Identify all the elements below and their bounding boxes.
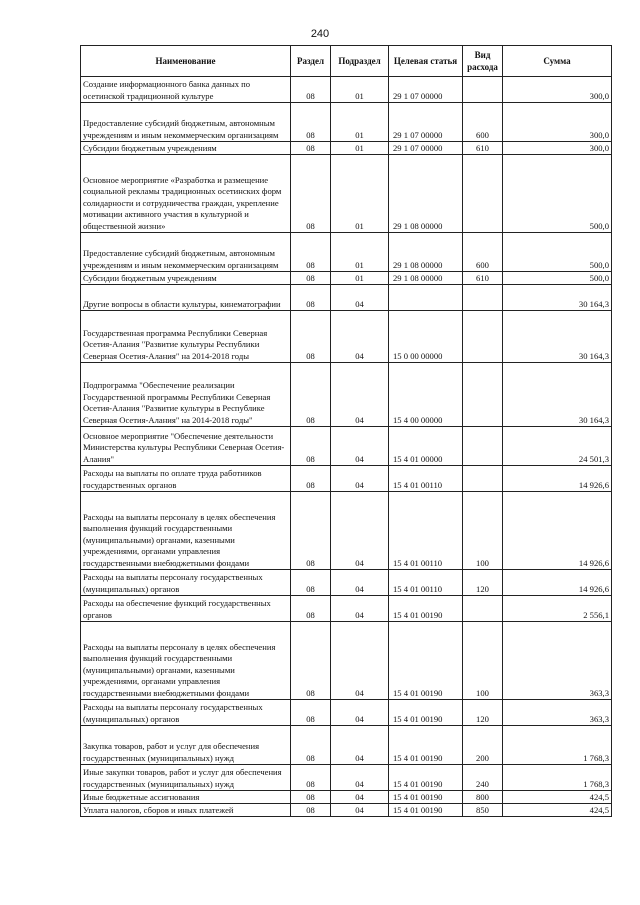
cell-vid: 800 [463, 791, 503, 804]
cell-vid: 240 [463, 765, 503, 791]
cell-razdel: 08 [291, 272, 331, 285]
cell-sum: 300,0 [503, 77, 612, 103]
table-row [81, 363, 612, 427]
header-sum: Сумма [503, 46, 612, 77]
cell-podrazdel: 04 [331, 285, 389, 311]
table-row [81, 622, 612, 700]
cell-vid: 850 [463, 804, 503, 817]
cell-razdel: 08 [291, 155, 331, 233]
cell-target: 15 0 00 00000 [389, 311, 463, 363]
cell-podrazdel: 04 [331, 492, 389, 570]
cell-vid [463, 466, 503, 492]
table-row [81, 765, 612, 791]
cell-name: Расходы на обеспечение функций государственных органов [81, 596, 291, 622]
cell-vid: 100 [463, 492, 503, 570]
cell-vid [463, 596, 503, 622]
cell-vid [463, 77, 503, 103]
cell-name: Расходы на выплаты персоналу государственных (муниципальных) органов [81, 700, 291, 726]
table-row [81, 596, 612, 622]
table-row [81, 466, 612, 492]
table-row [81, 272, 612, 285]
cell-podrazdel: 01 [331, 142, 389, 155]
cell-razdel: 08 [291, 77, 331, 103]
table-row [81, 77, 612, 103]
cell-sum: 500,0 [503, 155, 612, 233]
table-header-row [81, 46, 612, 77]
cell-name: Предоставление субсидий бюджетным, автономным учреждениям и иным некоммерческим организациям [81, 233, 291, 272]
cell-target: 29 1 08 00000 [389, 233, 463, 272]
cell-sum: 24 501,3 [503, 427, 612, 466]
cell-sum: 14 926,6 [503, 466, 612, 492]
table-row [81, 155, 612, 233]
cell-podrazdel: 01 [331, 103, 389, 142]
cell-name: Расходы на выплаты по оплате труда работников государственных органов [81, 466, 291, 492]
cell-podrazdel: 04 [331, 622, 389, 700]
cell-name: Субсидии бюджетным учреждениям [81, 142, 291, 155]
cell-name: Расходы на выплаты персоналу в целях обеспечения выполнения функций государственными (муниципальными) органами, казенными учреждениями, органами управления государственными внебюджетными фондами [81, 622, 291, 700]
cell-target: 29 1 07 00000 [389, 77, 463, 103]
cell-sum: 2 556,1 [503, 596, 612, 622]
table-row [81, 492, 612, 570]
table-row [81, 804, 612, 817]
cell-sum: 363,3 [503, 700, 612, 726]
cell-target: 15 4 00 00000 [389, 363, 463, 427]
cell-razdel: 08 [291, 142, 331, 155]
cell-vid: 600 [463, 233, 503, 272]
cell-vid: 120 [463, 570, 503, 596]
cell-target: 15 4 01 00000 [389, 427, 463, 466]
cell-razdel: 08 [291, 311, 331, 363]
cell-razdel: 08 [291, 596, 331, 622]
cell-name: Закупка товаров, работ и услуг для обеспечения государственных (муниципальных) нужд [81, 726, 291, 765]
table-row [81, 791, 612, 804]
cell-vid [463, 155, 503, 233]
cell-sum: 500,0 [503, 233, 612, 272]
cell-razdel: 08 [291, 492, 331, 570]
cell-razdel: 08 [291, 726, 331, 765]
cell-razdel: 08 [291, 466, 331, 492]
cell-razdel: 08 [291, 233, 331, 272]
cell-sum: 14 926,6 [503, 492, 612, 570]
cell-razdel: 08 [291, 103, 331, 142]
budget-table [80, 45, 612, 817]
cell-razdel: 08 [291, 700, 331, 726]
cell-razdel: 08 [291, 427, 331, 466]
cell-razdel: 08 [291, 570, 331, 596]
cell-name: Государственная программа Республики Северная Осетия-Алания "Развитие культуры Республики Северная Осетия-Алания" на 2014-2018 годы [81, 311, 291, 363]
table-row [81, 311, 612, 363]
cell-name: Субсидии бюджетным учреждениям [81, 272, 291, 285]
cell-sum: 30 164,3 [503, 285, 612, 311]
cell-sum: 30 164,3 [503, 311, 612, 363]
cell-target: 15 4 01 00110 [389, 492, 463, 570]
cell-podrazdel: 04 [331, 570, 389, 596]
cell-target: 29 1 07 00000 [389, 142, 463, 155]
cell-target: 15 4 01 00190 [389, 791, 463, 804]
cell-podrazdel: 04 [331, 427, 389, 466]
table-body [81, 77, 612, 817]
cell-name: Другие вопросы в области культуры, кинематографии [81, 285, 291, 311]
cell-vid: 200 [463, 726, 503, 765]
cell-name: Иные бюджетные ассигнования [81, 791, 291, 804]
table-row [81, 700, 612, 726]
cell-target: 15 4 01 00190 [389, 700, 463, 726]
cell-podrazdel: 04 [331, 596, 389, 622]
cell-podrazdel: 01 [331, 155, 389, 233]
header-name: Наименование [81, 46, 291, 77]
cell-sum: 14 926,6 [503, 570, 612, 596]
cell-vid: 610 [463, 272, 503, 285]
cell-razdel: 08 [291, 622, 331, 700]
cell-name: Иные закупки товаров, работ и услуг для обеспечения государственных (муниципальных) нужд [81, 765, 291, 791]
table-row [81, 103, 612, 142]
cell-sum: 300,0 [503, 103, 612, 142]
cell-sum: 500,0 [503, 272, 612, 285]
cell-podrazdel: 01 [331, 77, 389, 103]
cell-name: Предоставление субсидий бюджетным, автономным учреждениям и иным некоммерческим организациям [81, 103, 291, 142]
cell-vid [463, 311, 503, 363]
cell-sum: 424,5 [503, 791, 612, 804]
cell-podrazdel: 04 [331, 791, 389, 804]
cell-razdel: 08 [291, 285, 331, 311]
cell-razdel: 08 [291, 363, 331, 427]
cell-target: 29 1 08 00000 [389, 155, 463, 233]
cell-podrazdel: 04 [331, 311, 389, 363]
header-podrazdel: Подраздел [331, 46, 389, 77]
cell-sum: 300,0 [503, 142, 612, 155]
cell-sum: 424,5 [503, 804, 612, 817]
page-number: 240 [310, 28, 330, 40]
cell-podrazdel: 01 [331, 233, 389, 272]
cell-name: Расходы на выплаты персоналу в целях обеспечения выполнения функций государственными (муниципальными) органами, казенными учреждениями, органами управления государственными внебюджетными фондами [81, 492, 291, 570]
cell-podrazdel: 04 [331, 765, 389, 791]
cell-target: 29 1 07 00000 [389, 103, 463, 142]
cell-target: 15 4 01 00190 [389, 596, 463, 622]
cell-target: 15 4 01 00190 [389, 622, 463, 700]
cell-podrazdel: 04 [331, 363, 389, 427]
cell-razdel: 08 [291, 791, 331, 804]
table-row [81, 570, 612, 596]
cell-podrazdel: 04 [331, 726, 389, 765]
header-razdel: Раздел [291, 46, 331, 77]
cell-target: 15 4 01 00110 [389, 466, 463, 492]
cell-target: 15 4 01 00110 [389, 570, 463, 596]
cell-podrazdel: 04 [331, 466, 389, 492]
header-target: Целевая статья [389, 46, 463, 77]
cell-sum: 1 768,3 [503, 726, 612, 765]
cell-sum: 363,3 [503, 622, 612, 700]
header-vid: Вид расхода [463, 46, 503, 77]
cell-name: Уплата налогов, сборов и иных платежей [81, 804, 291, 817]
cell-name: Создание информационного банка данных по осетинской традиционной культуре [81, 77, 291, 103]
table-row [81, 427, 612, 466]
cell-name: Подпрограмма "Обеспечение реализации Государственной программы Республики Северная Осетия-Алания "Развитие культуры в Республике Северная Осетия-Алания" на 2014-2018 годы" [81, 363, 291, 427]
cell-vid: 100 [463, 622, 503, 700]
cell-vid [463, 363, 503, 427]
cell-podrazdel: 04 [331, 700, 389, 726]
cell-vid [463, 285, 503, 311]
cell-target: 15 4 01 00190 [389, 726, 463, 765]
cell-target: 15 4 01 00190 [389, 765, 463, 791]
cell-razdel: 08 [291, 804, 331, 817]
table-row [81, 726, 612, 765]
cell-vid [463, 427, 503, 466]
cell-podrazdel: 04 [331, 804, 389, 817]
cell-razdel: 08 [291, 765, 331, 791]
cell-sum: 30 164,3 [503, 363, 612, 427]
cell-podrazdel: 01 [331, 272, 389, 285]
table-row [81, 233, 612, 272]
cell-vid: 610 [463, 142, 503, 155]
table-row [81, 285, 612, 311]
table-row [81, 142, 612, 155]
cell-name: Основное мероприятие "Обеспечение деятельности Министерства культуры Республики Северная Осетия-Алания" [81, 427, 291, 466]
cell-vid: 600 [463, 103, 503, 142]
cell-name: Расходы на выплаты персоналу государственных (муниципальных) органов [81, 570, 291, 596]
cell-sum: 1 768,3 [503, 765, 612, 791]
cell-target [389, 285, 463, 311]
cell-vid: 120 [463, 700, 503, 726]
cell-name: Основное мероприятие «Разработка и размещение социальной рекламы традиционных осетинских форм солидарности и сотрудничества граждан, укрепление мотивации активного участия в культурной и общественной жизни» [81, 155, 291, 233]
cell-target: 15 4 01 00190 [389, 804, 463, 817]
cell-target: 29 1 08 00000 [389, 272, 463, 285]
